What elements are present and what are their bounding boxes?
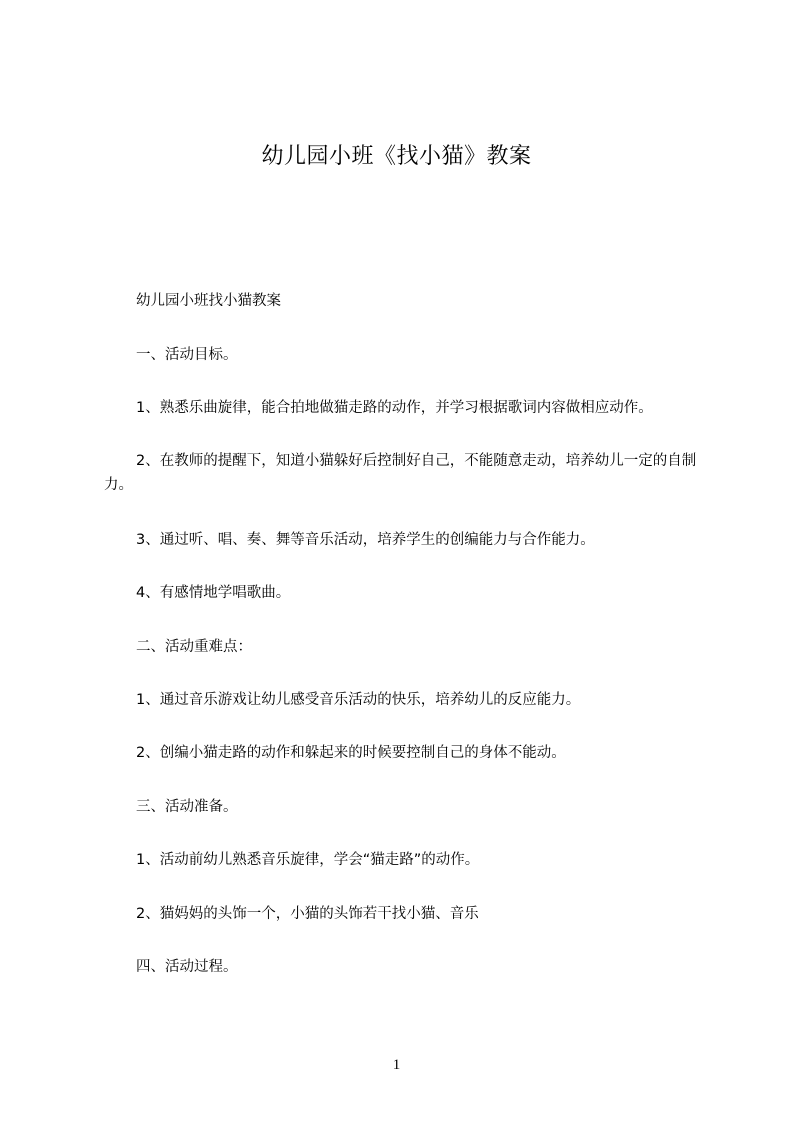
paragraph-subtitle: 幼儿园小班找小猫教案 <box>136 293 281 309</box>
page-number: 1 <box>392 1057 401 1073</box>
paragraph-prep-2: 2、猫妈妈的头饰一个，小猫的头饰若干找小猫、音乐 <box>136 906 479 922</box>
paragraph-goal-2: 2、在教师的提醒下，知道小猫躲好后控制好自己，不能随意走动，培养幼儿一定的自制力。 <box>104 453 697 493</box>
document-title: 幼儿园小班《找小猫》教案 <box>261 144 532 169</box>
paragraph-key-point-2: 2、创编小猫走路的动作和躲起来的时候要控制自己的身体不能动。 <box>136 745 566 761</box>
paragraph-section-2-heading: 二、活动重难点： <box>136 639 252 655</box>
paragraph-goal-1: 1、熟悉乐曲旋律，能合拍地做猫走路的动作，并学习根据歌词内容做相应动作。 <box>136 400 653 416</box>
paragraph-prep-1: 1、活动前幼儿熟悉音乐旋律，学会“猫走路”的动作。 <box>136 852 480 868</box>
paragraph-section-4-heading: 四、活动过程。 <box>136 959 238 975</box>
paragraph-goal-3: 3、通过听、唱、奏、舞等音乐活动，培养学生的创编能力与合作能力。 <box>136 532 595 548</box>
paragraph-section-3-heading: 三、活动准备。 <box>136 799 238 815</box>
paragraph-section-1-heading: 一、活动目标。 <box>136 347 238 363</box>
paragraph-key-point-1: 1、通过音乐游戏让幼儿感受音乐活动的快乐，培养幼儿的反应能力。 <box>136 692 581 708</box>
paragraph-goal-4: 4、有感情地学唱歌曲。 <box>136 585 291 601</box>
